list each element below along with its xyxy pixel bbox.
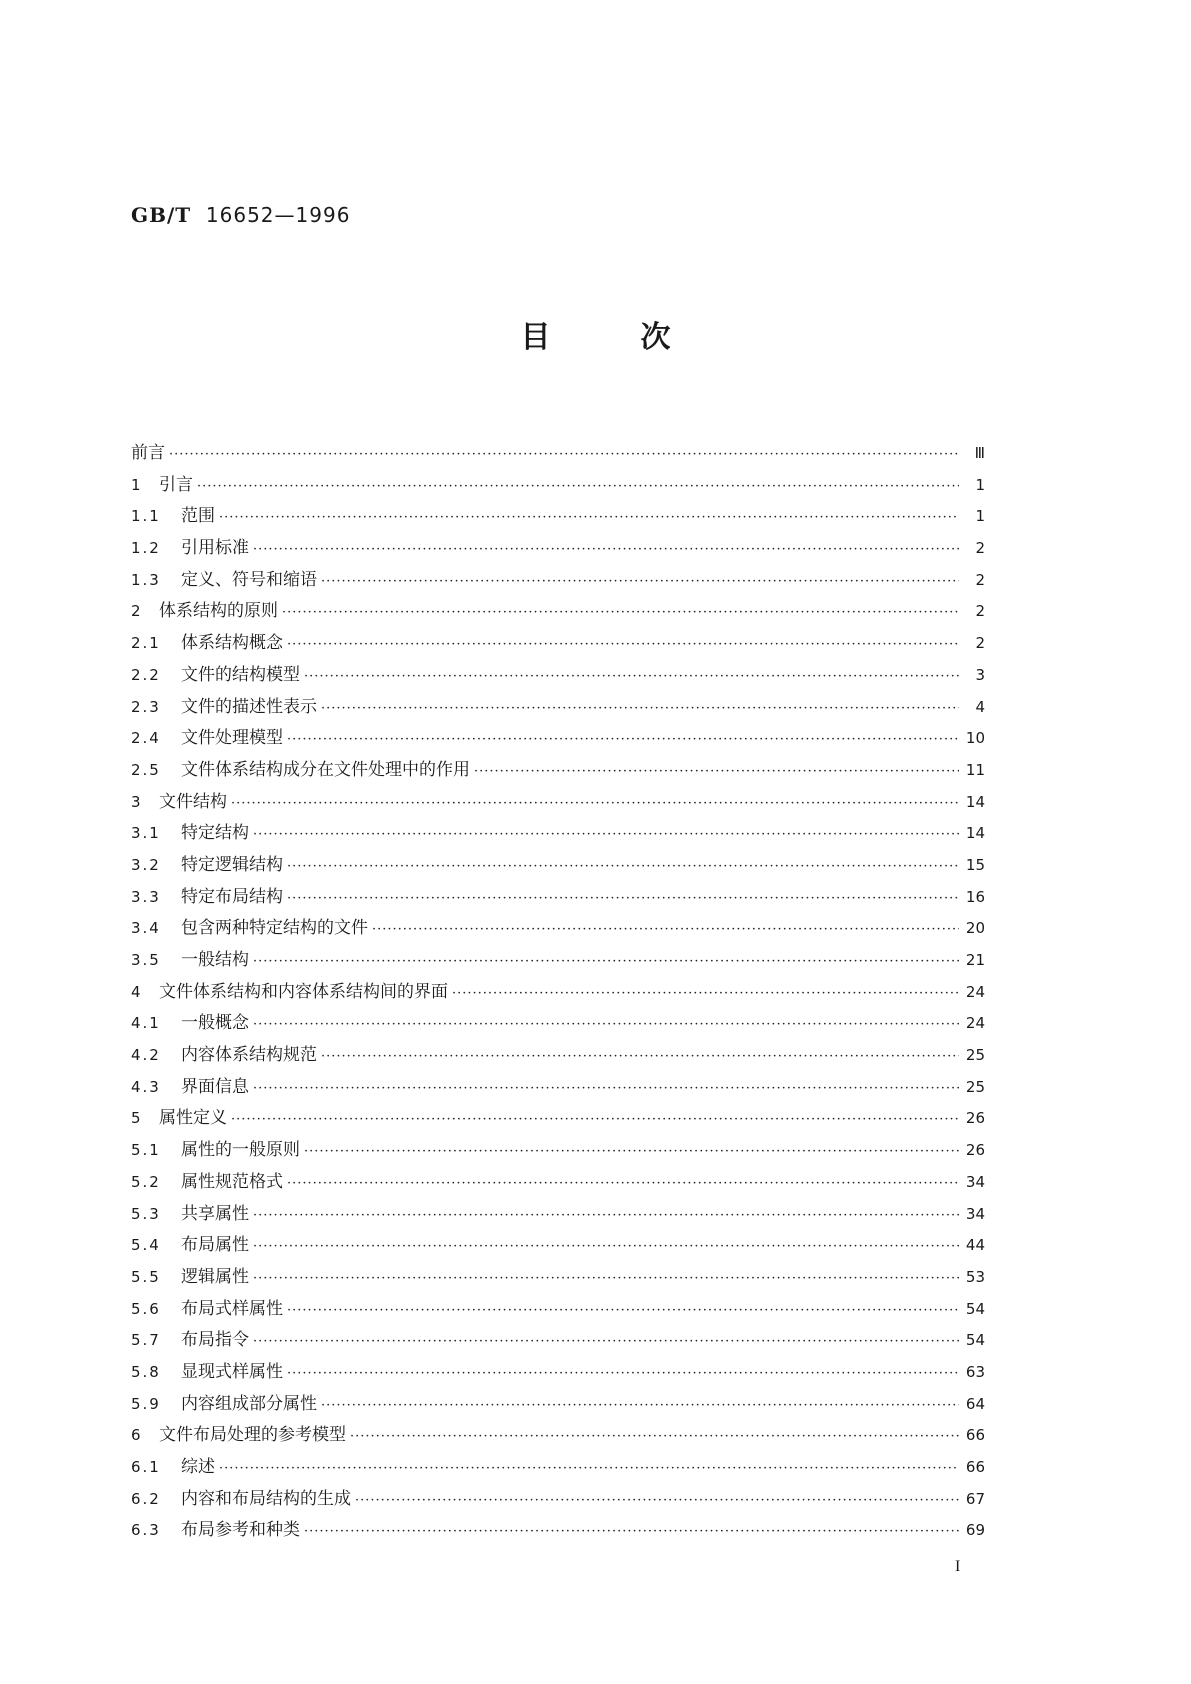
- toc-entry[interactable]: [131, 1294, 985, 1326]
- toc-dot-leader: [287, 629, 959, 661]
- toc-entry-title: 属性定义: [159, 1108, 227, 1129]
- toc-entry-page: 24: [965, 982, 985, 1001]
- toc-dot-leader: [287, 1295, 959, 1327]
- toc-dot-leader: [282, 597, 959, 629]
- toc-entry-page: 54: [965, 1331, 985, 1350]
- toc-entry-title: 逻辑属性: [181, 1266, 249, 1287]
- standard-prefix: GB/T: [131, 203, 192, 227]
- toc-entry[interactable]: [131, 628, 985, 660]
- toc-dot-leader: [321, 1390, 959, 1422]
- toc-dot-leader: [253, 1326, 959, 1358]
- toc-entry-number: 3.5: [131, 951, 161, 969]
- toc-dot-leader: [219, 1453, 959, 1485]
- toc-entry[interactable]: [131, 1420, 985, 1452]
- toc-dot-leader: [253, 1263, 959, 1295]
- toc-entry-page: 25: [965, 1077, 985, 1096]
- toc-entry-page: 2: [975, 570, 985, 589]
- toc-entry-page: 11: [965, 760, 985, 779]
- toc-dot-leader: [304, 1516, 959, 1548]
- toc-entry[interactable]: [131, 818, 985, 850]
- toc-entry-number: 3.3: [131, 887, 161, 906]
- toc-entry-page: 14: [965, 824, 985, 843]
- toc-dot-leader: [253, 946, 959, 978]
- toc-entry[interactable]: [131, 1484, 985, 1516]
- toc-dot-leader: [355, 1485, 959, 1517]
- toc-entry[interactable]: [131, 913, 985, 945]
- toc-entry-title: 文件体系结构和内容体系结构间的界面: [159, 981, 448, 1002]
- toc-entry-title: 文件结构: [159, 791, 227, 812]
- toc-entry-page: 64: [965, 1394, 985, 1413]
- toc-dot-leader: [304, 1136, 959, 1168]
- toc-entry-page: 20: [965, 919, 985, 938]
- toc-dot-leader: [253, 819, 959, 851]
- toc-entry-title: 文件体系结构成分在文件处理中的作用: [181, 759, 470, 780]
- toc-entry-title: 布局指令: [181, 1330, 249, 1351]
- toc-entry-title: 共享属性: [181, 1203, 249, 1224]
- toc-entry-title: 文件布局处理的参考模型: [159, 1425, 346, 1446]
- toc-entry[interactable]: [131, 723, 985, 755]
- toc-entry[interactable]: [131, 501, 985, 533]
- toc-dot-leader: [253, 1231, 959, 1263]
- toc-entry-page: 66: [965, 1426, 985, 1445]
- toc-entry-title: 内容体系结构规范: [181, 1045, 317, 1066]
- toc-entry-page: 69: [965, 1521, 985, 1540]
- toc-entry[interactable]: [131, 1262, 985, 1294]
- toc-entry-number: 3.2: [131, 855, 161, 874]
- toc-entry-title: 特定结构: [181, 823, 249, 844]
- page-title: [0, 312, 1191, 356]
- toc-entry-page: 2: [975, 634, 985, 653]
- toc-entry-number: 5: [131, 1109, 143, 1128]
- toc-entry-number: 4.3: [131, 1077, 161, 1096]
- toc-entry-title: 综述: [181, 1457, 215, 1477]
- toc-entry[interactable]: [131, 1199, 985, 1231]
- toc-entry-page: 2: [975, 539, 985, 558]
- toc-dot-leader: [169, 439, 959, 471]
- toc-entry-title: 一般概念: [181, 1013, 249, 1034]
- toc-entry-number: 5.7: [131, 1331, 161, 1350]
- toc-entry-title: 体系结构概念: [181, 633, 283, 654]
- toc-dot-leader: [287, 1358, 959, 1390]
- toc-entry[interactable]: [131, 1167, 985, 1199]
- toc-dot-leader: [321, 693, 959, 725]
- toc-entry-page: 63: [965, 1362, 985, 1381]
- toc-entry-page: 34: [965, 1204, 985, 1223]
- toc-entry-title: 界面信息: [181, 1076, 249, 1097]
- toc-entry-number: 1.1: [131, 507, 161, 526]
- toc-entry-title: 内容组成部分属性: [181, 1393, 317, 1414]
- toc-entry-title: 文件的描述性表示: [181, 696, 317, 717]
- toc-dot-leader: [253, 1200, 959, 1232]
- toc-entry-title: 布局属性: [181, 1235, 249, 1256]
- toc-dot-leader: [231, 1104, 959, 1136]
- toc-entry-number: 5.1: [131, 1141, 161, 1160]
- toc-entry-page: 26: [965, 1109, 985, 1128]
- toc-dot-leader: [253, 534, 959, 566]
- toc-entry-number: 1: [131, 475, 143, 494]
- toc-dot-leader: [287, 724, 959, 756]
- standard-number: 16652—1996: [205, 203, 351, 227]
- toc-entry-page: 34: [965, 1172, 985, 1191]
- toc-entry-page: 4: [975, 697, 985, 716]
- toc-entry-title: 文件的结构模型: [181, 664, 300, 685]
- toc-entry[interactable]: [131, 660, 985, 692]
- table-of-contents: [131, 438, 985, 1547]
- toc-dot-leader: [231, 788, 959, 820]
- toc-entry-title: 引用标准: [181, 538, 249, 559]
- toc-entry-page: 3: [975, 665, 985, 684]
- toc-entry-page: 1: [975, 507, 985, 526]
- toc-entry-page: 44: [965, 1236, 985, 1255]
- toc-entry-page: 16: [965, 887, 985, 906]
- toc-entry-number: 3.4: [131, 919, 161, 938]
- toc-entry[interactable]: [131, 565, 985, 597]
- toc-entry[interactable]: [131, 470, 985, 502]
- toc-entry[interactable]: [131, 596, 985, 628]
- toc-entry-title: 定义、符号和缩语: [181, 569, 317, 590]
- toc-entry-title: 范围: [181, 506, 215, 527]
- toc-entry-title: 属性的一般原则: [181, 1140, 300, 1161]
- toc-entry[interactable]: [131, 1357, 985, 1389]
- toc-entry[interactable]: [131, 850, 985, 882]
- toc-entry-number: 3: [131, 792, 143, 811]
- toc-entry[interactable]: [131, 1103, 985, 1135]
- toc-entry-title: 一般结构: [181, 950, 249, 970]
- toc-dot-leader: [219, 502, 959, 534]
- toc-entry-title: 前言: [131, 443, 165, 463]
- toc-entry[interactable]: [131, 1230, 985, 1262]
- toc-entry-title: 包含两种特定结构的文件: [181, 918, 368, 939]
- toc-entry-title: 文件处理模型: [181, 728, 283, 749]
- title-char-2: 次: [640, 320, 671, 355]
- toc-dot-leader: [372, 914, 959, 946]
- toc-dot-leader: [287, 851, 959, 883]
- toc-entry[interactable]: [131, 1389, 985, 1421]
- toc-entry-number: 2.5: [131, 760, 161, 779]
- page-number: I: [955, 1558, 961, 1575]
- toc-entry-number: 2.2: [131, 665, 161, 684]
- toc-dot-leader: [452, 978, 959, 1010]
- toc-entry[interactable]: [131, 1325, 985, 1357]
- toc-dot-leader: [474, 756, 959, 788]
- toc-entry-number: 5.3: [131, 1204, 161, 1223]
- toc-entry-number: 1.2: [131, 539, 161, 558]
- toc-entry-page: 21: [965, 951, 985, 969]
- toc-entry-title: 属性规范格式: [181, 1171, 283, 1192]
- toc-entry-number: 5.2: [131, 1172, 161, 1191]
- toc-entry-number: 5.6: [131, 1299, 161, 1318]
- toc-entry-title: 特定逻辑结构: [181, 854, 283, 875]
- toc-entry-page: 1: [975, 475, 985, 494]
- toc-entry-number: 2: [131, 602, 143, 621]
- toc-entry-page: 26: [965, 1141, 985, 1160]
- toc-entry-number: 4.2: [131, 1046, 161, 1065]
- toc-entry[interactable]: [131, 692, 985, 724]
- toc-entry-page: 54: [965, 1299, 985, 1318]
- toc-entry-number: 5.8: [131, 1362, 161, 1381]
- toc-entry-number: 6.2: [131, 1489, 161, 1508]
- toc-entry-page: 2: [975, 602, 985, 621]
- toc-entry[interactable]: [131, 1008, 985, 1040]
- toc-entry-title: 特定布局结构: [181, 886, 283, 907]
- toc-entry[interactable]: [131, 1135, 985, 1167]
- toc-entry-page: 10: [965, 729, 985, 748]
- toc-entry[interactable]: [131, 755, 985, 787]
- toc-entry-number: 4: [131, 982, 143, 1001]
- toc-entry-title: 布局参考和种类: [181, 1520, 300, 1541]
- toc-entry-page: 15: [965, 855, 985, 874]
- toc-entry-page: 66: [965, 1458, 985, 1476]
- toc-entry[interactable]: [131, 1452, 985, 1484]
- toc-entry-title: 内容和布局结构的生成: [181, 1488, 351, 1509]
- toc-entry-number: 2.4: [131, 729, 161, 748]
- toc-entry-number: 6.1: [131, 1458, 161, 1476]
- toc-entry[interactable]: [131, 1515, 985, 1547]
- toc-entry-number: 4.1: [131, 1014, 161, 1033]
- toc-dot-leader: [321, 1041, 959, 1073]
- toc-dot-leader: [287, 1168, 959, 1200]
- toc-entry-page: 24: [965, 1014, 985, 1033]
- standard-code: [131, 203, 350, 227]
- toc-dot-leader: [253, 1073, 959, 1105]
- toc-entry-title: 布局式样属性: [181, 1298, 283, 1319]
- toc-dot-leader: [287, 883, 959, 915]
- toc-entry-number: 6.3: [131, 1521, 161, 1540]
- toc-entry-page: 14: [965, 792, 985, 811]
- toc-entry-page: 53: [965, 1267, 985, 1286]
- toc-entry-number: 5.9: [131, 1394, 161, 1413]
- toc-entry[interactable]: [131, 1040, 985, 1072]
- toc-entry[interactable]: [131, 945, 985, 977]
- toc-entry[interactable]: [131, 533, 985, 565]
- toc-dot-leader: [321, 566, 959, 598]
- toc-entry-page: 25: [965, 1046, 985, 1065]
- toc-entry-title: 显现式样属性: [181, 1361, 283, 1382]
- toc-entry-page: 67: [965, 1489, 985, 1508]
- toc-dot-leader: [253, 1009, 959, 1041]
- toc-entry-number: 6: [131, 1426, 143, 1445]
- toc-entry-number: 3.1: [131, 824, 161, 843]
- toc-entry[interactable]: [131, 1072, 985, 1104]
- toc-entry-page: Ⅲ: [974, 444, 985, 462]
- toc-entry-number: 5.4: [131, 1236, 161, 1255]
- toc-entry[interactable]: [131, 787, 985, 819]
- toc-entry[interactable]: [131, 438, 985, 470]
- toc-entry-number: 2.1: [131, 634, 161, 653]
- toc-entry-title: 体系结构的原则: [159, 601, 278, 622]
- toc-entry[interactable]: [131, 882, 985, 914]
- toc-dot-leader: [197, 471, 959, 503]
- toc-entry[interactable]: [131, 977, 985, 1009]
- toc-entry-number: 2.3: [131, 697, 161, 716]
- title-char-1: 目: [520, 320, 551, 355]
- toc-entry-number: 1.3: [131, 570, 161, 589]
- toc-entry-number: 5.5: [131, 1267, 161, 1286]
- toc-entry-title: 引言: [159, 474, 193, 495]
- toc-dot-leader: [304, 661, 959, 693]
- toc-dot-leader: [350, 1421, 959, 1453]
